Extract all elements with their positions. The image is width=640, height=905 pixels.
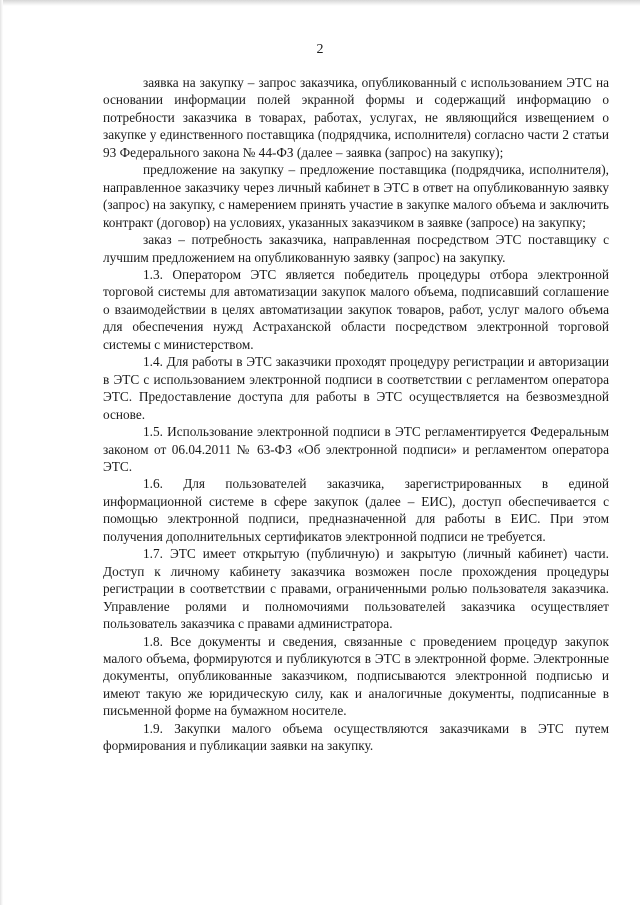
scan-left-edge xyxy=(0,0,3,905)
paragraph-1-9: 1.9. Закупки малого объема осуществляются заказчиками в ЭТС путем формирования и публикации заявки на закупку. xyxy=(103,720,609,754)
paragraph-definition-order: заказ – потребность заказчика, направленная посредством ЭТС поставщику с лучшим предложением на опубликованную заявку (запрос) на закупку. xyxy=(103,232,609,265)
page-number: 2 xyxy=(316,42,324,57)
paragraph-definition-request: заявка на закупку – запрос заказчика, опубликованный с использованием ЭТС на основании информации полей экранной формы и содержащий информацию о потребности заказчика в товарах, работах, услугах, не являющийся извещением о закупке у единственного поставщика (подрядчика, исполнителя) согласно части 2 статьи 93 Федерального закона № 44-ФЗ (далее – заявка (запрос) на закупку); xyxy=(103,75,609,160)
paragraph-1-4: 1.4. Для работы в ЭТС заказчики проходят процедуру регистрации и авторизации в ЭТС с использованием электронной подписи в соответствии с регламентом оператора ЭТС. Предоставление доступа для работы в ЭТС осуществляется на безвозмездной основе. xyxy=(103,354,609,422)
paragraph-definition-offer: предложение на закупку – предложение поставщика (подрядчика, исполнителя), направленное заказчику через личный кабинет в ЭТС в ответ на опубликованную заявку (запрос) на закупку, с намерением принять участие в закупке малого объема и заключить контракт (договор) на условиях, указанных заказчиком в заявке (запросе) на закупку; xyxy=(103,162,609,230)
paragraph-1-3: 1.3. Оператором ЭТС является победитель процедуры отбора электронной торговой системы для автоматизации закупок малого объема, подписавший соглашение о взаимодействии в целях автоматизации закупок товаров, работ, услуг малого объема для обеспечения нужд Астраханской области посредством электронной торговой системы с министерством. xyxy=(103,266,609,352)
scan-top-edge xyxy=(0,0,640,6)
document-body xyxy=(103,74,609,755)
paragraph-1-5: 1.5. Использование электронной подписи в ЭТС регламентируется Федеральным законом от 06.04.2011 № 63-ФЗ «Об электронной подписи» и регламентом оператора ЭТС. xyxy=(103,424,609,474)
paragraph-1-8: 1.8. Все документы и сведения, связанные с проведением процедур закупок малого объема, формируются и публикуются в ЭТС в электронной форме. Электронные документы, опубликованные заказчиком, подписываются электронной подписью и имеют такую же юридическую силу, как и аналогичные документы, подписанные в письменной форме на бумажном носителе. xyxy=(103,633,609,719)
paragraph-1-6: 1.6. Для пользователей заказчика, зарегистрированных в единой информационной системе в сфере закупок (далее – ЕИС), доступ обеспечивается с помощью электронной подписи, предназначенной для работы в ЕИС. При этом получения дополнительных сертификатов электронной подписи не требуется. xyxy=(103,476,609,544)
paragraph-1-7: 1.7. ЭТС имеет открытую (публичную) и закрытую (личный кабинет) части. Доступ к личному кабинету заказчика возможен после прохождения процедуры регистрации в соответствии с правами, ограниченными ролью пользователя заказчика. Управление ролями и полномочиями пользователей заказчика осуществляет пользователь заказчика с правами администратора. xyxy=(103,546,609,632)
